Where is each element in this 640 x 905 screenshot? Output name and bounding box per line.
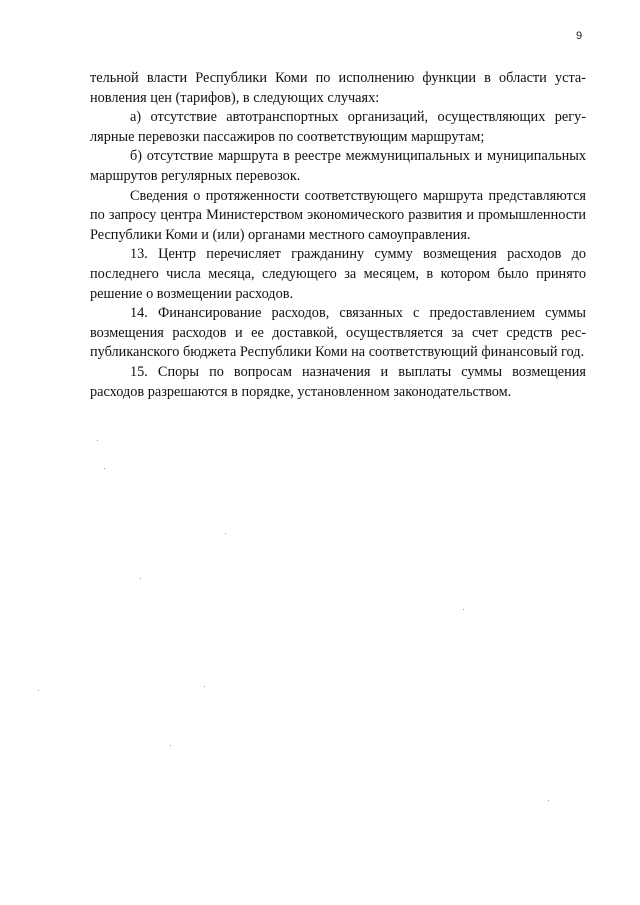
scan-speck [140, 578, 141, 579]
paragraph-14: 14. Финансирование расходов, связанных с предоставлением суммы возмещения расходов и ее доставкой, осуществляется за счет средств республиканского бюджета Республики Коми на соответствующий финансовый год. [90, 305, 586, 361]
paragraph-continuation: тельной власти Республики Коми по исполнению функции в области установления цен (тарифов), в следующих случаях: [90, 70, 586, 106]
scan-speck [463, 609, 464, 610]
scan-speck [204, 686, 205, 687]
page-number: 9 [576, 30, 583, 42]
scan-speck [225, 533, 226, 534]
scan-speck [104, 468, 105, 469]
scan-speck [548, 800, 549, 801]
scan-speck [170, 745, 171, 746]
paragraph-15: 15. Споры по вопросам назначения и выплаты суммы возмещения расходов разрешаются в порядке, установленном законодательством. [90, 363, 586, 400]
paragraph-item-a: а) отсутствие автотранспортных организаций, осуществляющих регулярные перевозки пассажиров по соответствующим маршрутам; [90, 109, 586, 145]
paragraph-13: 13. Центр перечисляет гражданину сумму возмещения расходов до последнего числа месяца, следующего за месяцем, в котором было принято решение о возмещении расходов. [90, 246, 586, 302]
scan-speck [97, 440, 98, 441]
scan-speck [38, 690, 39, 691]
paragraph-route-info: Сведения о протяженности соответствующего маршрута представляются по запросу центра Министерством экономического развития и промышленности Республики Коми и (или) органами местного самоуправления. [90, 187, 586, 243]
paragraph-item-b: б) отсутствие маршрута в реестре межмуниципальных и муниципальных маршрутов регулярных перевозок. [90, 148, 586, 184]
document-body [90, 69, 586, 402]
